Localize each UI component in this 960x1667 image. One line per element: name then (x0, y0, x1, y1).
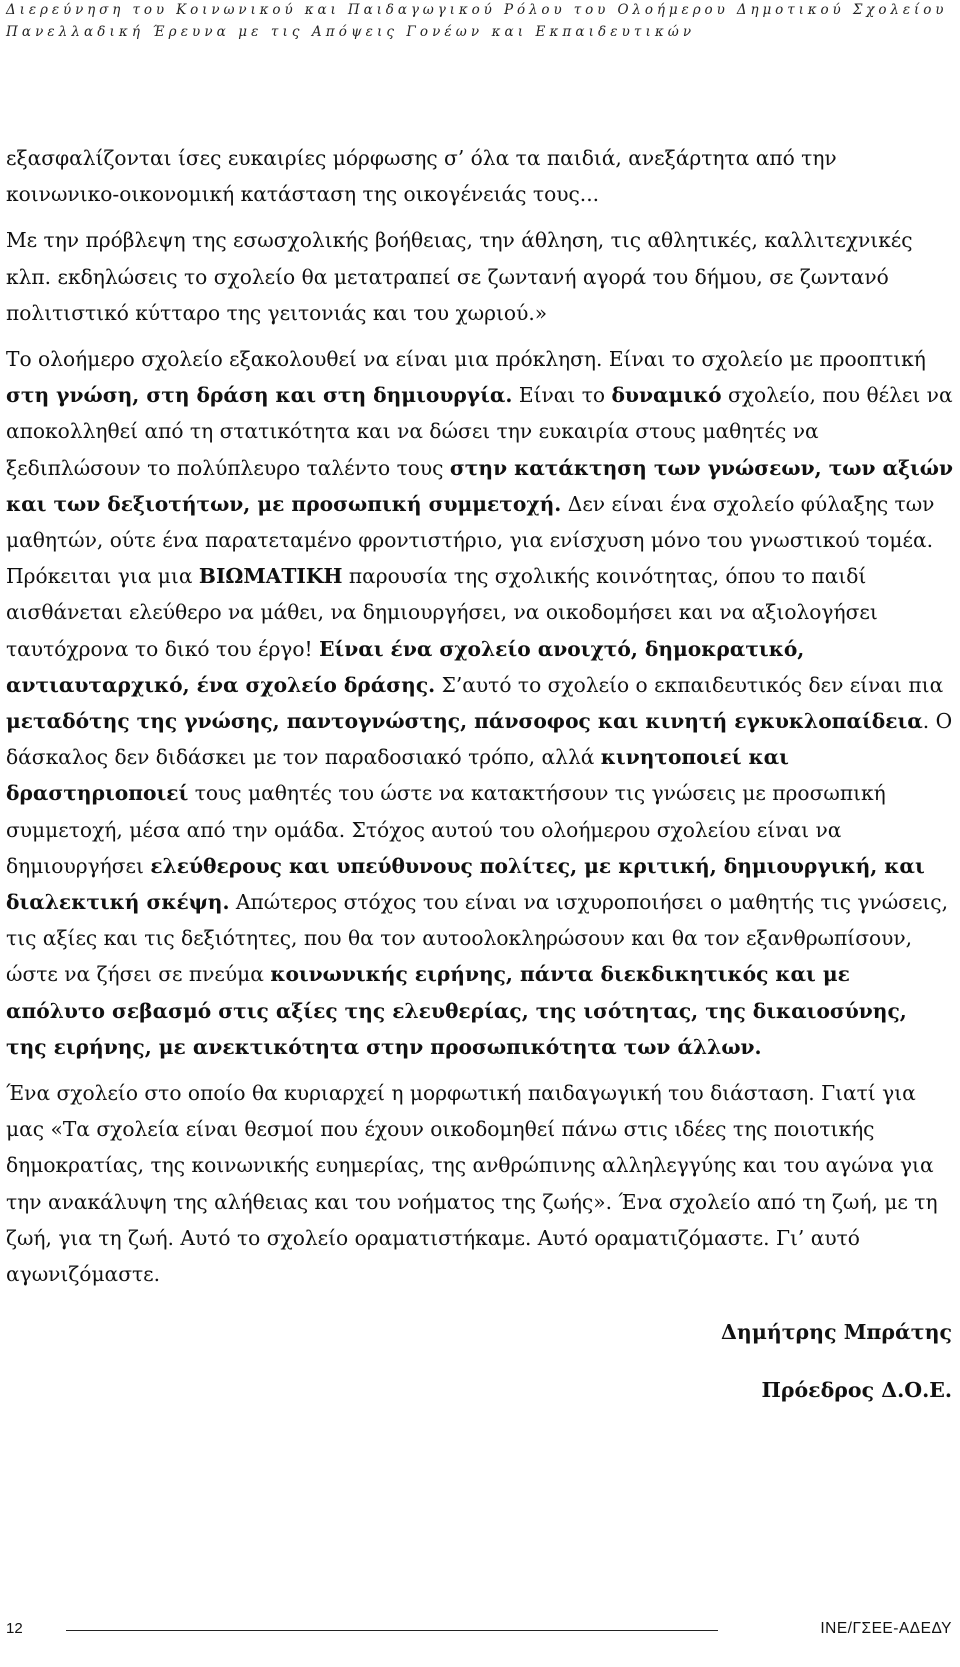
bold-run: κινητοποιεί και δραστηριοποιεί (6, 745, 789, 806)
text-run: παρουσία της σχολικής κοινότητας, όπου το παιδί αισθάνεται ελεύθερο να μάθει, να δημιουργήσει, να οικοδομήσει και να αξιολογήσει ταυτόχρονα το δικό του έργο! (6, 564, 878, 661)
publisher-name: ΙΝΕ/ΓΣΕΕ-ΑΔΕΔΥ (820, 1620, 952, 1637)
signature-name: Δημήτρης Μπράτης (721, 1320, 952, 1344)
signature-title: Πρόεδρος Δ.Ο.Ε. (761, 1378, 952, 1402)
paragraph-4 (6, 1075, 954, 1292)
bold-run: ΒΙΩΜΑΤΙΚΗ (198, 564, 343, 589)
footer-divider (66, 1630, 718, 1631)
text-run: Ένα σχολείο στο οποίο θα κυριαρχεί η μορφωτική παιδαγωγική του διάσταση. Γιατί για μας «Τα σχολεία είναι θεσμοί που έχουν οικοδομηθεί πάνω στις ιδέες της ποιοτικής δημοκρατίας, της κοινωνικής ευημερίας, της ανθρώπινης αλληλεγγύης και του αγώνα για την ανακάλυψη της αλήθειας και του νοήματος της ζωής». Ένα σχολείο από τη ζωή, με τη ζωή, για τη ζωή. Αυτό το σχολείο οραματιστήκαμε. Αυτό οραματιζόμαστε. Γι’ αυτό αγωνιζόμαστε. (6, 1081, 938, 1287)
text-run: . Ο δάσκαλος δεν διδάσκει με τον παραδοσιακό τρόπο, αλλά (6, 709, 953, 770)
text-run: τους μαθητές του ώστε να κατακτήσουν τις γνώσεις με προσωπική συμμετοχή, μέσα από την ομάδα. Στόχος αυτού του ολοήμερου σχολείου είναι να δημιουργήσει (6, 781, 886, 878)
bold-run: στη γνώση, στη δράση και στη δημιουργία. (6, 383, 513, 408)
paragraph-3 (6, 341, 954, 1065)
text-run: Το ολοήμερο σχολείο εξακολουθεί να είναι μια πρόκληση. Είναι το σχολείο με προοπτική (6, 347, 926, 372)
running-header (0, 0, 960, 50)
bold-run: κοινωνικής ειρήνης, πάντα διεκδικητικός και με απόλυτο σεβασμό στις αξίες της ελευθερίας, της ισότητας, της δικαιοσύνης, της ειρήνης, με ανεκτικότητα στην προσωπικότητα των άλλων. (6, 962, 907, 1059)
paragraph-1 (6, 140, 954, 212)
bold-run: ελεύθερους και υπεύθυνους πολίτες, με κριτική, δημιουργική, και διαλεκτική σκέψη. (6, 853, 925, 915)
page-footer (0, 1620, 960, 1650)
text-run: Είναι το (512, 383, 612, 408)
bold-run: δυναμικό (611, 383, 722, 408)
text-run: Δεν είναι ένα σχολείο φύλαξης των μαθητών, ούτε ένα παρατεταμένο φροντιστήριο, για ενίσχυση μόνο του γνωστικού τομέα. Πρόκειται για μια (6, 491, 935, 589)
bold-run: μεταδότης της γνώσης, παντογνώστης, πάνσοφος και κινητή εγκυκλοπαίδεια (6, 709, 923, 734)
text-run: σχολείο, που θέλει να αποκολληθεί από τη στατικότητα και να δώσει την ευκαιρία στους μαθητές να ξεδιπλώσουν το πολύπλευρο ταλέντο τους (6, 383, 953, 480)
text-run: Με την πρόβλεψη της εσωσχολικής βοήθειας, την άθληση, τις αθλητικές, καλλιτεχνικές κλπ. εκδηλώσεις το σχολείο θα μετατραπεί σε ζωντανή αγορά του δήμου, σε ζωντανό πολιτιστικό κύτταρο της γειτονιάς και του χωριού.» (6, 228, 913, 325)
bold-run: στην κατάκτηση των γνώσεων, των αξιών και των δεξιοτήτων, με προσωπική συμμετοχή. (6, 455, 954, 516)
text-run: Σ’αυτό το σχολείο ο εκπαιδευτικός δεν είναι πια (435, 672, 944, 697)
text-run: Απώτερος στόχος του είναι να ισχυροποιήσει ο μαθητής τις γνώσεις, τις αξίες και τις δεξιότητες, που θα τον αυτοολοκληρώσουν και θα τον εξανθρωπίσουν, ώστε να ζήσει σε πνεύμα (6, 890, 949, 987)
paragraph-2 (6, 222, 954, 331)
running-header-subtitle: Πανελλαδική Έρευνα με τις Απόψεις Γονέων και Εκπαιδευτικών (6, 24, 696, 40)
running-header-title: Διερεύνηση του Κοινωνικού και Παιδαγωγικού Ρόλου του Ολοήμερου Δημοτικού Σχολείου (6, 2, 948, 18)
bold-run: Είναι ένα σχολείο ανοιχτό, δημοκρατικό, αντιαυταρχικό, ένα σχολείο δράσης. (6, 636, 805, 697)
page-number: 12 (6, 1620, 23, 1637)
body-text (6, 140, 954, 1292)
text-run: εξασφαλίζονται ίσες ευκαιρίες μόρφωσης σ’ όλα τα παιδιά, ανεξάρτητα από την κοινωνικο-οικονομική κατάσταση της οικογένειάς τους... (6, 146, 837, 207)
